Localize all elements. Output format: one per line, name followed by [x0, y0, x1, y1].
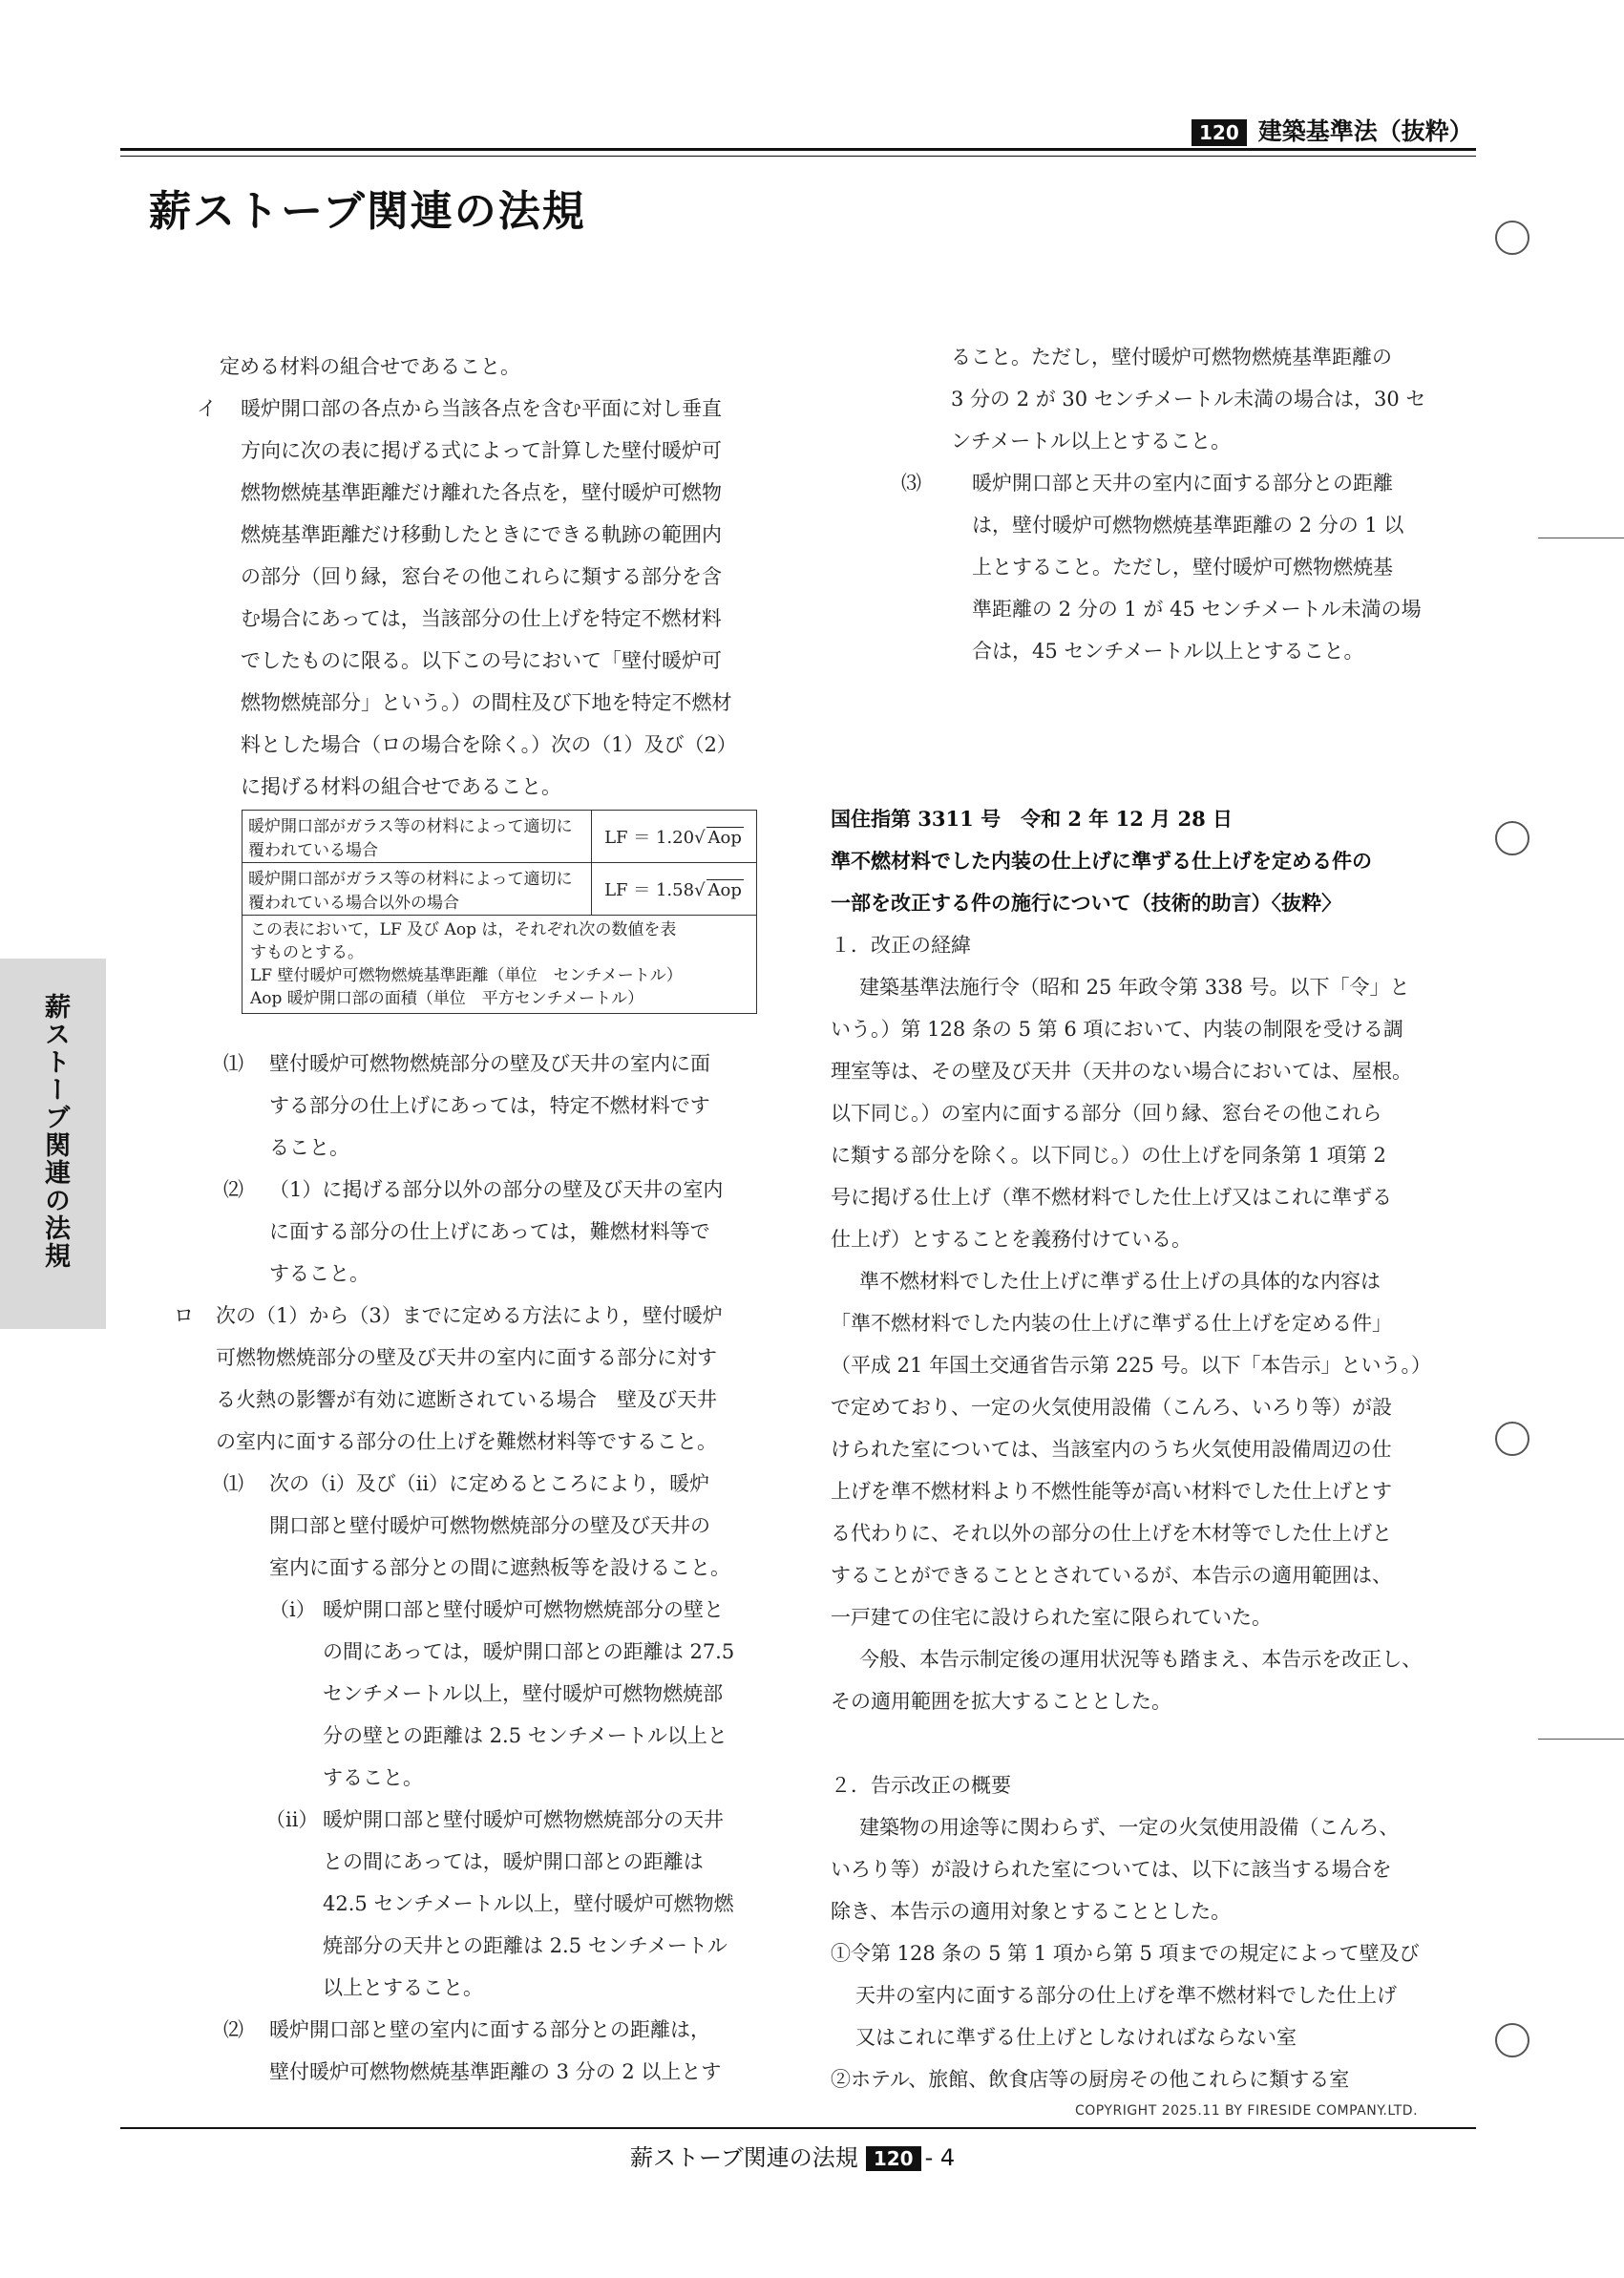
- table-row: [243, 863, 757, 916]
- text-line: する部分の仕上げにあっては，特定不燃材料です: [269, 1094, 710, 1117]
- text-line: 以上とすること。: [323, 1976, 483, 1999]
- footer-title: 薪ストーブ関連の法規: [630, 2144, 858, 2171]
- page-number: - 4: [924, 2144, 956, 2171]
- text-line: 壁付暖炉可燃物燃焼基準距離の 3 分の 2 以上とす: [269, 2060, 722, 2083]
- text-line: 燃焼基準距離だけ移動したときにできる軌跡の範囲内: [241, 523, 722, 546]
- table-row: [243, 916, 757, 1014]
- text-line: ンチメートル以上とすること。: [951, 430, 1232, 453]
- text-line: 建築物の用途等に関わらず、一定の火気使用設備（こんろ、: [859, 1816, 1400, 1839]
- text-line: [178, 1589, 789, 1631]
- binder-hole: [1495, 2023, 1529, 2057]
- item-marker: イ: [197, 397, 217, 420]
- text-line: る代わりに、それ以外の部分の仕上げを木材等でした仕上げと: [831, 1522, 1392, 1545]
- notice-title: 一部を改正する件の施行について（技術的助言）〈抜粋〉: [831, 892, 1342, 915]
- text-span: 壁付暖炉可燃物燃焼部分の壁及び天井の室内に面: [269, 1052, 710, 1075]
- text-line: 号に掲げる仕上げ（準不燃材料でした仕上げ又はこれに準ずる: [831, 1186, 1392, 1209]
- text-line: 天井の室内に面する部分の仕上げを準不燃材料でした仕上げ: [855, 1984, 1397, 2007]
- notice-reference: 国住指第 3311 号 令和 2 年 12 月 28 日: [831, 807, 1233, 831]
- text-span: 次の（i）及び（ii）に定めるところにより，暖炉: [269, 1472, 710, 1495]
- text-span: 暖炉開口部の各点から当該各点を含む平面に対し垂直: [241, 397, 722, 420]
- text-line: けられた室については、当該室内のうち火気使用設備周辺の仕: [831, 1438, 1392, 1461]
- table-cell-condition: 暖炉開口部がガラス等の材料によって適切に覆われている場合以外の場合: [243, 863, 592, 916]
- text-line: の部分（回り縁，窓台その他これらに類する部分を含: [241, 565, 722, 588]
- text-line: 42.5 センチメートル以上，壁付暖炉可燃物燃: [323, 1892, 734, 1915]
- section-heading: １．改正の経緯: [831, 934, 971, 957]
- text-line: （平成 21 年国土交通省告示第 225 号。以下「本告示」という。）: [831, 1354, 1432, 1377]
- section-heading: ２．告示改正の概要: [831, 1774, 1011, 1797]
- page-title: 薪ストーブ関連の法規: [149, 187, 586, 236]
- side-index-tab[interactable]: [0, 959, 106, 1329]
- text-line: 理室等は、その壁及び天井（天井のない場合においては、屋根。: [831, 1060, 1412, 1083]
- note-line: LF 壁付暖炉可燃物燃焼基準距離（単位 センチメートル）: [250, 966, 683, 985]
- spacer: [831, 1722, 1470, 1764]
- text-line: 室内に面する部分との間に遮熱板等を設けること。: [269, 1556, 730, 1579]
- text-line: [178, 2009, 789, 2051]
- text-line: の間にあっては，暖炉開口部との距離は 27.5: [323, 1640, 735, 1663]
- text-line: 焼部分の天井との距離は 2.5 センチメートル: [323, 1934, 728, 1957]
- table-cell-condition: 暖炉開口部がガラス等の材料によって適切に覆われている場合: [243, 811, 592, 863]
- text-line: 今般、本告示制定後の運用状況等も踏まえ、本告示を改正し、: [859, 1648, 1423, 1671]
- section-number-badge: 120: [1192, 119, 1247, 146]
- item-marker: ⑵: [223, 1178, 243, 1201]
- left-column-bottom: [174, 1043, 789, 2093]
- item-marker: ⑶: [901, 472, 921, 495]
- text-line: すること。: [269, 1262, 369, 1285]
- text-line: 準距離の 2 分の 1 が 45 センチメートル未満の場: [972, 598, 1422, 621]
- text-line: に掲げる材料の組合せであること。: [241, 775, 561, 798]
- text-line: すること。: [323, 1766, 423, 1789]
- item-marker: ロ: [174, 1304, 194, 1327]
- text-line: の室内に面する部分の仕上げを難燃材料等ですること。: [216, 1430, 717, 1453]
- text-line: 「準不燃材料でした内装の仕上げに準ずる仕上げを定める件」: [831, 1312, 1392, 1335]
- header-rule: [120, 148, 1476, 151]
- table-row: [243, 811, 757, 863]
- side-tab-label: 薪ストーブ関連の法規: [40, 993, 70, 1270]
- text-line: との間にあっては，暖炉開口部との距離は: [323, 1850, 704, 1873]
- text-line: 上とすること。ただし，壁付暖炉可燃物燃焼基: [972, 556, 1393, 579]
- text-line: 除き、本告示の適用対象とすることとした。: [831, 1900, 1232, 1923]
- formula-root: Aop: [707, 880, 742, 900]
- text-line: 以下同じ。）の室内に面する部分（回り縁、窓台その他これら: [831, 1102, 1382, 1125]
- item-marker: ⑴: [223, 1052, 243, 1075]
- text-line: [831, 462, 1470, 504]
- table-cell-formula: LF ＝ 1.20√ Aop: [592, 811, 757, 863]
- footer-section-badge: 120: [866, 2146, 921, 2171]
- table-cell-formula: LF ＝ 1.58√ Aop: [592, 863, 757, 916]
- right-column-top: [831, 336, 1470, 672]
- item-marker: （ii）: [265, 1808, 319, 1831]
- left-column-top: [178, 346, 789, 808]
- text-line: その適用範囲を拡大することとした。: [831, 1690, 1171, 1713]
- text-line: センチメートル以上，壁付暖炉可燃物燃焼部: [323, 1682, 724, 1705]
- text-line: に面する部分の仕上げにあっては，難燃材料等で: [269, 1220, 710, 1243]
- text-line: [178, 1463, 789, 1505]
- text-line: 合は，45 センチメートル以上とすること。: [972, 640, 1364, 663]
- text-line: ること。: [269, 1136, 349, 1159]
- binder-hole: [1495, 821, 1529, 855]
- notice-title: 準不燃材料でした内装の仕上げに準ずる仕上げを定める件の: [831, 850, 1372, 873]
- text-line: することができることとされているが、本告示の適用範囲は、: [831, 1564, 1392, 1587]
- text-line: ること。ただし，壁付暖炉可燃物燃焼基準距離の: [951, 346, 1392, 369]
- text-line: でしたものに限る。以下この号において「壁付暖炉可: [241, 649, 722, 672]
- section-header: [1192, 113, 1473, 147]
- text-line: は，壁付暖炉可燃物燃焼基準距離の 2 分の 1 以: [972, 514, 1404, 537]
- text-span: 暖炉開口部と壁の室内に面する部分との距離は，: [269, 2018, 710, 2041]
- text-line: [178, 388, 789, 430]
- copyright-notice: COPYRIGHT 2025.11 BY FIRESIDE COMPANY.LTD.: [1075, 2103, 1419, 2119]
- item-marker: （i）: [269, 1598, 316, 1621]
- text-line: いう。）第 128 条の 5 第 6 項において、内装の制限を受ける調: [831, 1018, 1403, 1041]
- text-line: 燃物燃焼部分」という。）の間柱及び下地を特定不燃材: [241, 691, 732, 714]
- note-line: すものとする。: [250, 943, 364, 962]
- list-item: ②ホテル、旅館、飲食店等の厨房その他これらに類する室: [831, 2068, 1350, 2091]
- text-span: 次の（1）から（3）までに定める方法により，壁付暖炉: [216, 1304, 723, 1327]
- section-title: 建築基準法（抜粋）: [1257, 117, 1473, 145]
- formula-root: Aop: [707, 828, 742, 848]
- text-span: 暖炉開口部と壁付暖炉可燃物燃焼部分の天井: [323, 1808, 724, 1831]
- formula-table: [242, 810, 757, 1014]
- text-line: [178, 1043, 789, 1085]
- text-line: 燃物燃焼基準距離だけ離れた各点を，壁付暖炉可燃物: [241, 481, 722, 504]
- table-note: [243, 916, 757, 1014]
- text-line: 開口部と壁付暖炉可燃物燃焼部分の壁及び天井の: [269, 1514, 710, 1537]
- text-line: 可燃物燃焼部分の壁及び天井の室内に面する部分に対す: [216, 1346, 717, 1369]
- text-line: 準不燃材料でした仕上げに準ずる仕上げの具体的な内容は: [859, 1270, 1381, 1293]
- page-footer: [630, 2139, 955, 2172]
- list-item: ①令第 128 条の 5 第 1 項から第 5 項までの規定によって壁及び: [831, 1942, 1420, 1965]
- text-line: [178, 1799, 789, 1841]
- note-line: Aop 暖炉開口部の面積（単位 平方センチメートル）: [250, 989, 644, 1008]
- formula-text: LF ＝ 1.20: [604, 828, 695, 848]
- header-rule-thin: [120, 156, 1476, 157]
- text-line: [178, 1169, 789, 1211]
- item-marker: ⑵: [223, 2018, 243, 2041]
- text-line: む場合にあっては，当該部分の仕上げを特定不燃材料: [241, 607, 722, 630]
- text-line: 料とした場合（ロの場合を除く。）次の（1）及び（2）: [241, 733, 737, 756]
- text-line: 建築基準法施行令（昭和 25 年政令第 338 号。以下「令」と: [859, 976, 1410, 999]
- text-line: 定める材料の組合せであること。: [220, 355, 520, 378]
- text-line: 一戸建ての住宅に設けられた室に限られていた。: [831, 1606, 1272, 1629]
- text-line: いろり等）が設けられた室については、以下に該当する場合を: [831, 1858, 1392, 1881]
- text-line: 又はこれに準ずる仕上げとしなければならない室: [855, 2026, 1297, 2049]
- item-marker: ⑴: [223, 1472, 243, 1495]
- text-span: 暖炉開口部と天井の室内に面する部分との距離: [972, 472, 1393, 495]
- note-line: この表において，LF 及び Aop は，それぞれ次の数値を表: [250, 920, 677, 939]
- text-line: 方向に次の表に掲げる式によって計算した壁付暖炉可: [241, 439, 722, 462]
- text-span: 暖炉開口部と壁付暖炉可燃物燃焼部分の壁と: [323, 1598, 724, 1621]
- binder-hole: [1495, 1422, 1529, 1456]
- footer-rule: [120, 2127, 1476, 2129]
- text-span: （1）に掲げる部分以外の部分の壁及び天井の室内: [269, 1178, 724, 1201]
- binder-hole: [1495, 221, 1529, 255]
- text-line: 3 分の 2 が 30 センチメートル未満の場合は，30 セ: [951, 388, 1426, 411]
- text-line: る火熱の影響が有効に遮断されている場合 壁及び天井: [216, 1388, 717, 1411]
- text-line: 上げを準不燃材料より不燃性能等が高い材料でした仕上げとす: [831, 1480, 1392, 1503]
- text-line: に類する部分を除く。以下同じ。）の仕上げを同条第 1 項第 2: [831, 1144, 1386, 1167]
- text-line: で定めており、一定の火気使用設備（こんろ、いろり等）が設: [831, 1396, 1392, 1419]
- text-line: 仕上げ）とすることを義務付けている。: [831, 1228, 1192, 1251]
- formula-text: LF ＝ 1.58: [604, 880, 695, 900]
- text-line: [174, 1295, 789, 1337]
- trim-mark: [1538, 1739, 1624, 1740]
- text-line: 分の壁との距離は 2.5 センチメートル以上と: [323, 1724, 728, 1747]
- notice-section: [831, 798, 1470, 2100]
